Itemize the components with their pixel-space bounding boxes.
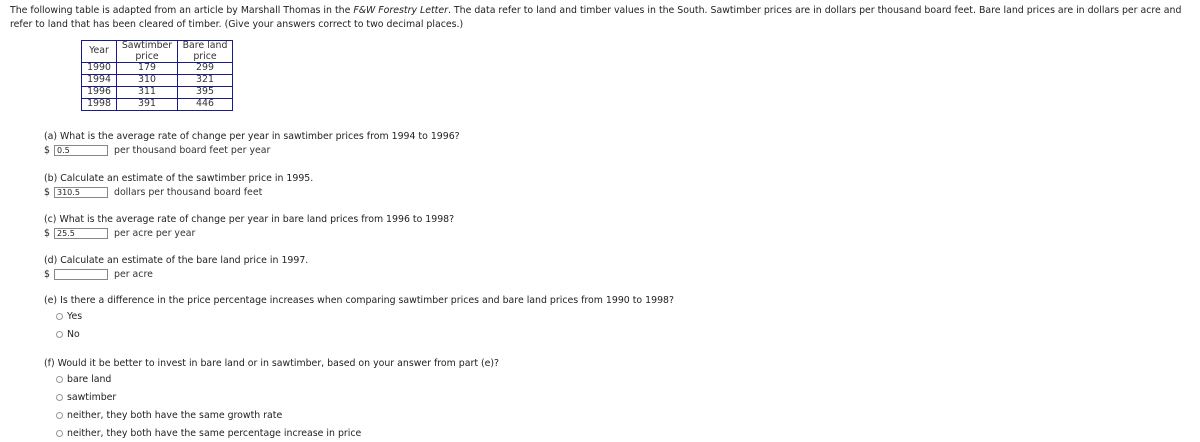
dollar-sign: $	[44, 269, 50, 280]
table-header-row	[82, 41, 233, 63]
header-sawtimber-line1: Sawtimber	[121, 40, 173, 51]
header-sawtimber-line2: price	[135, 50, 159, 62]
question-a-text: (a) What is the average rate of change per year in sawtimber prices from 1994 to 1996?	[44, 131, 460, 142]
option-label: neither, they both have the same growth rate	[67, 409, 283, 421]
header-bare-land-line2: price	[193, 50, 217, 62]
option-same-growth-rate[interactable]	[56, 406, 499, 424]
question-b-text: (b) Calculate an estimate of the sawtimber price in 1995.	[44, 173, 314, 184]
option-label: Yes	[67, 310, 83, 322]
option-yes[interactable]	[56, 307, 674, 325]
answer-a-unit: per thousand board feet per year	[114, 145, 271, 156]
question-d-text: (d) Calculate an estimate of the bare land price in 1997.	[44, 255, 309, 266]
answer-c-input[interactable]	[54, 228, 108, 239]
table-row	[82, 63, 233, 75]
option-label: No	[67, 328, 80, 340]
header-bare-land	[178, 41, 233, 63]
radio-button[interactable]	[56, 430, 63, 437]
answer-a-input[interactable]	[54, 145, 108, 156]
radio-button[interactable]	[56, 313, 63, 320]
question-e	[44, 295, 674, 343]
radio-button[interactable]	[56, 376, 63, 383]
cell-year: 1994	[82, 75, 117, 87]
question-b	[44, 173, 313, 199]
cell-sawtimber: 391	[117, 99, 178, 111]
radio-button[interactable]	[56, 394, 63, 401]
dollar-sign: $	[44, 145, 50, 156]
header-bare-land-line1: Bare land	[182, 40, 228, 51]
cell-year: 1996	[82, 87, 117, 99]
answer-d-input[interactable]	[54, 269, 108, 280]
answer-c-unit: per acre per year	[114, 228, 196, 239]
option-label: sawtimber	[67, 391, 117, 403]
option-label: neither, they both have the same percentage increase in price	[67, 427, 362, 439]
question-d	[44, 255, 308, 281]
cell-bare-land: 299	[178, 63, 233, 75]
table-row	[82, 87, 233, 99]
intro-text-start: The following table is adapted from an article by Marshall Thomas in the	[10, 5, 354, 16]
cell-sawtimber: 310	[117, 75, 178, 87]
radio-button[interactable]	[56, 331, 63, 338]
cell-sawtimber: 179	[117, 63, 178, 75]
header-sawtimber	[117, 41, 178, 63]
answer-d-unit: per acre	[114, 269, 153, 280]
table-row	[82, 99, 233, 111]
cell-bare-land: 321	[178, 75, 233, 87]
dollar-sign: $	[44, 228, 50, 239]
header-year: Year	[82, 41, 117, 63]
question-f	[44, 358, 499, 442]
intro-text-end: . The data refer to land and timber values in the South. Sawtimber prices are in dollars per thousand board feet. Bare land prices are in dollars per acre and refer to land that has been cleared of timber. (Give your answers correct to two decimal places.)	[10, 5, 1182, 30]
cell-sawtimber: 311	[117, 87, 178, 99]
option-sawtimber[interactable]	[56, 388, 499, 406]
answer-b-input[interactable]	[54, 187, 108, 198]
question-e-text: (e) Is there a difference in the price percentage increases when comparing sawtimber prices and bare land prices from 1990 to 1998?	[44, 295, 674, 306]
dollar-sign: $	[44, 187, 50, 198]
answer-b-unit: dollars per thousand board feet	[114, 187, 263, 198]
cell-bare-land: 395	[178, 87, 233, 99]
option-no[interactable]	[56, 325, 674, 343]
cell-bare-land: 446	[178, 99, 233, 111]
option-label: bare land	[67, 373, 112, 385]
source-title: F&W Forestry Letter	[353, 5, 448, 16]
question-c-text: (c) What is the average rate of change per year in bare land prices from 1996 to 1998?	[44, 214, 455, 225]
cell-year: 1990	[82, 63, 117, 75]
question-a	[44, 131, 460, 157]
option-same-percentage-increase[interactable]	[56, 424, 499, 442]
option-bare-land[interactable]	[56, 370, 499, 388]
question-c	[44, 214, 454, 240]
cell-year: 1998	[82, 99, 117, 111]
question-f-text: (f) Would it be better to invest in bare land or in sawtimber, based on your answer from part (e)?	[44, 358, 500, 369]
problem-intro	[10, 4, 1196, 32]
radio-button[interactable]	[56, 412, 63, 419]
price-table	[81, 40, 233, 111]
table-row	[82, 75, 233, 87]
